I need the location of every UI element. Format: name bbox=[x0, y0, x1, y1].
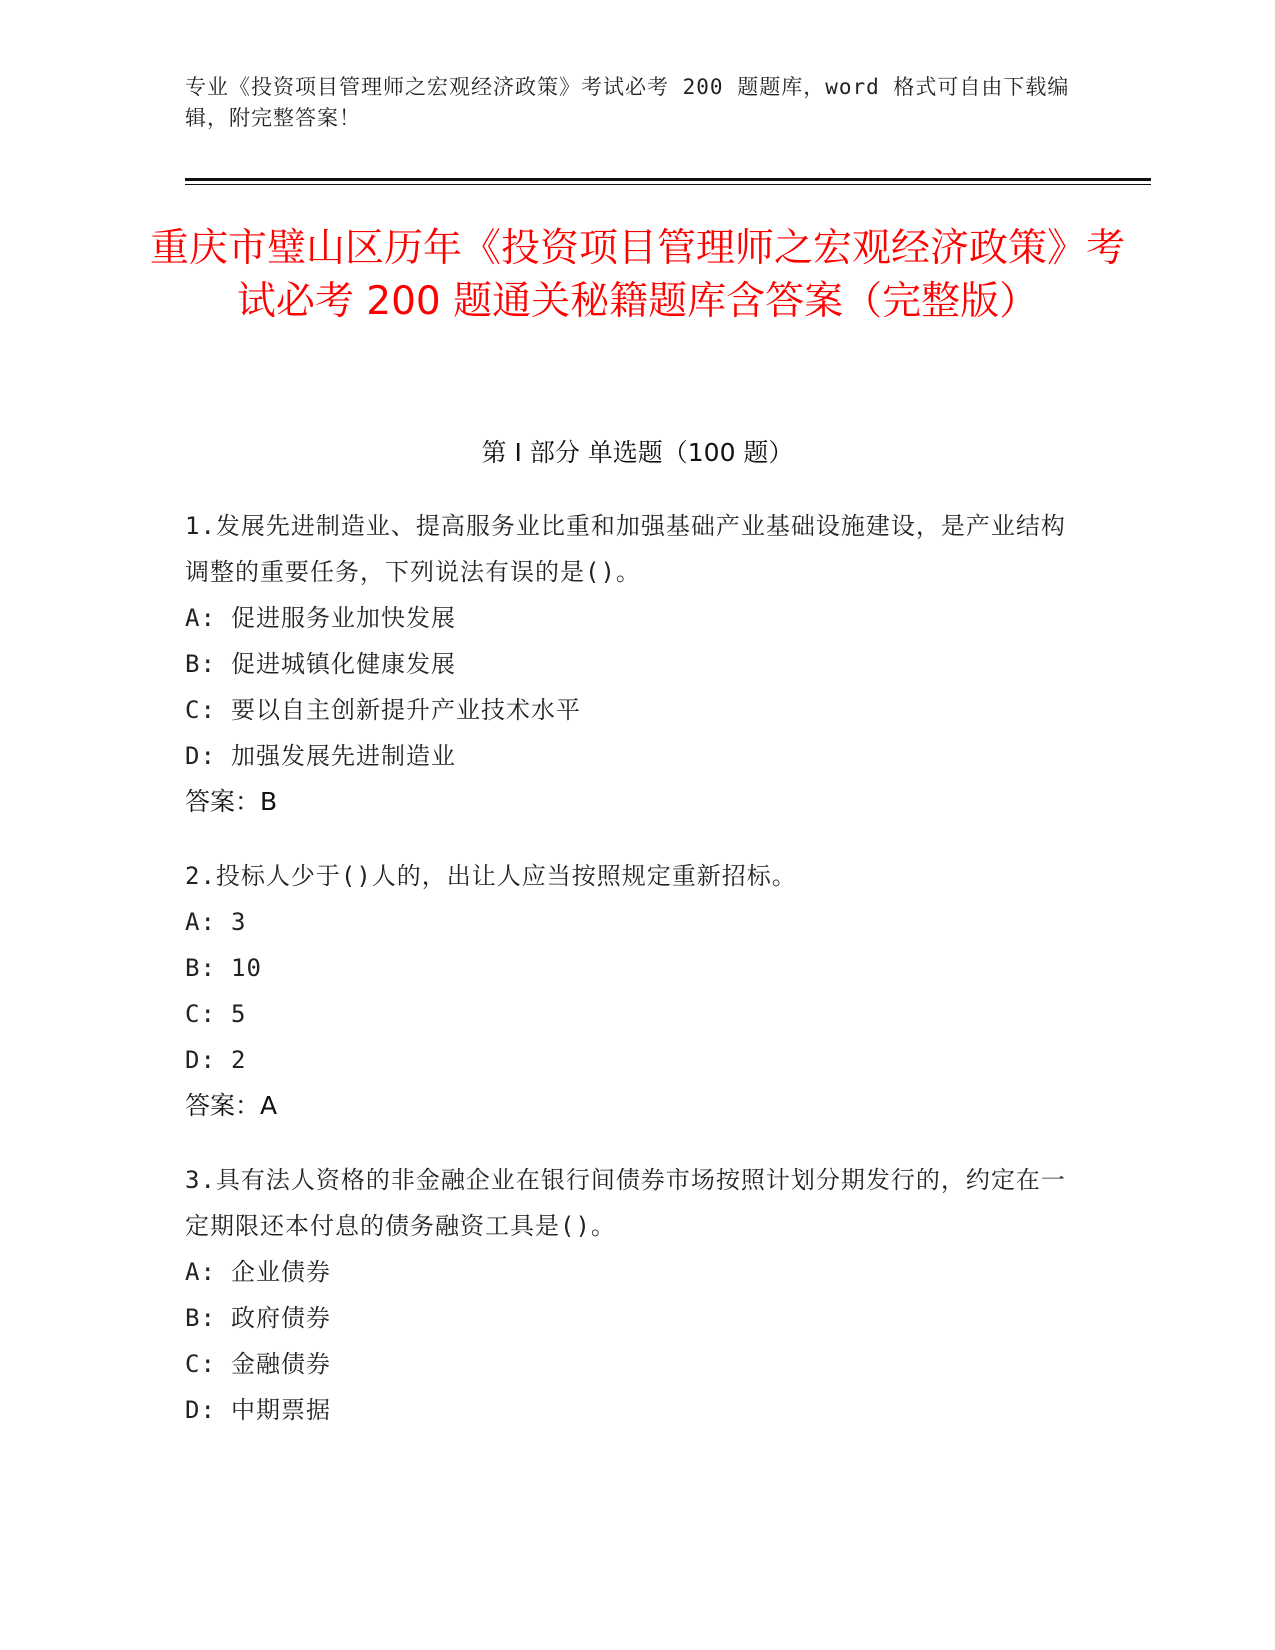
header-rule-thick bbox=[185, 178, 1151, 181]
option-label: A: bbox=[185, 604, 216, 632]
option-text: 3 bbox=[231, 908, 247, 936]
question-text: 2.投标人少于()人的，出让人应当按照规定重新招标。 bbox=[185, 862, 797, 890]
document-title: 重庆市璧山区历年《投资项目管理师之宏观经济政策》考试必考 200 题通关秘籍题库含答案（完整版） bbox=[150, 226, 1126, 324]
option-label: B: bbox=[185, 954, 216, 982]
option-text: 5 bbox=[231, 1000, 247, 1028]
option-label: D: bbox=[185, 1396, 216, 1424]
answer: 答案：A bbox=[185, 1091, 278, 1120]
option-text: 促进城镇化健康发展 bbox=[231, 650, 456, 678]
option-label: D: bbox=[185, 742, 216, 770]
option-text: 促进服务业加快发展 bbox=[231, 604, 456, 632]
question-2 bbox=[185, 853, 1085, 1129]
option-b bbox=[185, 945, 1085, 991]
option-text: 2 bbox=[231, 1046, 247, 1074]
question-1 bbox=[185, 503, 1085, 825]
option-c bbox=[185, 1341, 1085, 1387]
question-text: 3.具有法人资格的非金融企业在银行间债券市场按照计划分期发行的，约定在一定期限还本付息的债务融资工具是()。 bbox=[185, 1166, 1066, 1240]
answer: 答案：B bbox=[185, 787, 278, 816]
option-a bbox=[185, 595, 1085, 641]
option-text: 要以自主创新提升产业技术水平 bbox=[231, 696, 581, 724]
option-text: 中期票据 bbox=[231, 1396, 331, 1424]
option-c bbox=[185, 991, 1085, 1037]
option-b bbox=[185, 1295, 1085, 1341]
header-note: 专业《投资项目管理师之宏观经济政策》考试必考 200 题题库，word 格式可自由下载编辑，附完整答案！ bbox=[185, 75, 1070, 130]
option-text: 金融债券 bbox=[231, 1350, 331, 1378]
option-label: C: bbox=[185, 1350, 216, 1378]
option-a bbox=[185, 1249, 1085, 1295]
header-rule-thin bbox=[185, 184, 1151, 185]
option-text: 加强发展先进制造业 bbox=[231, 742, 456, 770]
option-b bbox=[185, 641, 1085, 687]
option-label: C: bbox=[185, 1000, 216, 1028]
question-3 bbox=[185, 1157, 1085, 1433]
option-label: D: bbox=[185, 1046, 216, 1074]
section-title: 第 I 部分 单选题（100 题） bbox=[481, 438, 794, 467]
option-label: A: bbox=[185, 1258, 216, 1286]
option-d bbox=[185, 733, 1085, 779]
option-a bbox=[185, 899, 1085, 945]
option-text: 企业债券 bbox=[231, 1258, 331, 1286]
option-label: A: bbox=[185, 908, 216, 936]
option-text: 10 bbox=[231, 954, 262, 982]
option-d bbox=[185, 1037, 1085, 1083]
option-label: B: bbox=[185, 1304, 216, 1332]
option-label: B: bbox=[185, 650, 216, 678]
option-label: C: bbox=[185, 696, 216, 724]
option-text: 政府债券 bbox=[231, 1304, 331, 1332]
question-text: 1.发展先进制造业、提高服务业比重和加强基础产业基础设施建设，是产业结构调整的重要任务，下列说法有误的是()。 bbox=[185, 512, 1066, 586]
option-c bbox=[185, 687, 1085, 733]
option-d bbox=[185, 1387, 1085, 1433]
